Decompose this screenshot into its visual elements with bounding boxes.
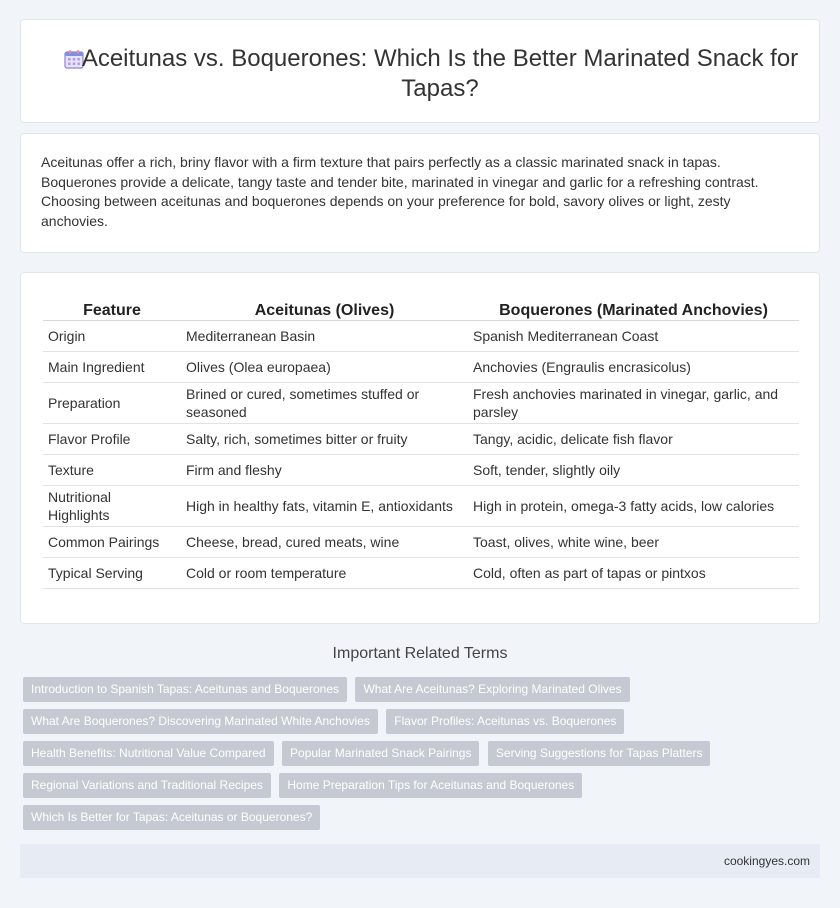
table-cell: Fresh anchovies marinated in vinegar, garlic, and parsley bbox=[468, 382, 799, 423]
table-header-row bbox=[43, 295, 799, 320]
table-cell: Preparation bbox=[43, 382, 181, 423]
intro-card bbox=[20, 133, 820, 253]
related-term-tag[interactable]: Popular Marinated Snack Pairings bbox=[282, 741, 479, 766]
related-term-tag[interactable]: Introduction to Spanish Tapas: Aceitunas and Boquerones bbox=[23, 677, 347, 702]
related-terms-list bbox=[23, 677, 813, 837]
table-row bbox=[43, 485, 799, 526]
table-cell: Olives (Olea europaea) bbox=[181, 351, 468, 382]
table-row bbox=[43, 423, 799, 454]
table-row bbox=[43, 351, 799, 382]
comparison-card bbox=[20, 272, 820, 624]
table-row bbox=[43, 382, 799, 423]
related-term-tag[interactable]: Regional Variations and Traditional Recipes bbox=[23, 773, 271, 798]
table-cell: Nutritional Highlights bbox=[43, 485, 181, 526]
table-cell: Spanish Mediterranean Coast bbox=[468, 320, 799, 351]
table-cell: Tangy, acidic, delicate fish flavor bbox=[468, 423, 799, 454]
page-title: Aceitunas vs. Boquerones: Which Is the Better Marinated Snack for Tapas? bbox=[81, 45, 799, 102]
table-cell: Common Pairings bbox=[43, 526, 181, 557]
related-term-tag[interactable]: Home Preparation Tips for Aceitunas and Boquerones bbox=[279, 773, 582, 798]
comparison-table bbox=[43, 295, 799, 589]
table-cell: Texture bbox=[43, 454, 181, 485]
table-cell: Anchovies (Engraulis encrasicolus) bbox=[468, 351, 799, 382]
table-cell: Soft, tender, slightly oily bbox=[468, 454, 799, 485]
table-cell: Cold or room temperature bbox=[181, 557, 468, 588]
title-card bbox=[20, 19, 820, 123]
intro-paragraph: Aceitunas offer a rich, briny flavor with a firm texture that pairs perfectly as a classic marinated snack in tapas. Boquerones provide a delicate, tangy taste and tender bite, marinated in vinegar and garlic for a refreshing contrast. Choosing between aceitunas and boquerones depends on your preference for bold, savory olives or light, zesty anchovies. bbox=[41, 154, 759, 229]
header-feature: Feature bbox=[83, 301, 141, 319]
header-aceitunas: Aceitunas (Olives) bbox=[254, 301, 395, 319]
table-cell: Firm and fleshy bbox=[181, 454, 468, 485]
table-cell: Typical Serving bbox=[43, 557, 181, 588]
footer-site-link[interactable]: cookingyes.com bbox=[723, 854, 810, 868]
table-cell: Origin bbox=[43, 320, 181, 351]
table-row bbox=[43, 320, 799, 351]
table-cell: Salty, rich, sometimes bitter or fruity bbox=[181, 423, 468, 454]
table-cell: High in protein, omega-3 fatty acids, low calories bbox=[468, 485, 799, 526]
table-cell: Cold, often as part of tapas or pintxos bbox=[468, 557, 799, 588]
footer bbox=[20, 844, 820, 878]
header-boquerones: Boquerones (Marinated Anchovies) bbox=[499, 301, 768, 319]
related-term-tag[interactable]: What Are Boquerones? Discovering Marinated White Anchovies bbox=[23, 709, 378, 734]
related-term-tag[interactable]: Health Benefits: Nutritional Value Compared bbox=[23, 741, 274, 766]
table-cell: Mediterranean Basin bbox=[181, 320, 468, 351]
table-cell: Cheese, bread, cured meats, wine bbox=[181, 526, 468, 557]
table-row bbox=[43, 557, 799, 588]
table-cell: Flavor Profile bbox=[43, 423, 181, 454]
table-cell: Toast, olives, white wine, beer bbox=[468, 526, 799, 557]
table-row bbox=[43, 454, 799, 485]
related-term-tag[interactable]: Flavor Profiles: Aceitunas vs. Boquerones bbox=[386, 709, 624, 734]
related-term-tag[interactable]: Which Is Better for Tapas: Aceitunas or Boquerones? bbox=[23, 805, 320, 830]
related-term-tag[interactable]: What Are Aceitunas? Exploring Marinated Olives bbox=[355, 677, 629, 702]
related-terms-title: Important Related Terms bbox=[332, 645, 508, 662]
related-term-tag[interactable]: Serving Suggestions for Tapas Platters bbox=[488, 741, 711, 766]
table-cell: High in healthy fats, vitamin E, antioxidants bbox=[181, 485, 468, 526]
table-cell: Main Ingredient bbox=[43, 351, 181, 382]
table-row bbox=[43, 526, 799, 557]
table-cell: Brined or cured, sometimes stuffed or seasoned bbox=[181, 382, 468, 423]
